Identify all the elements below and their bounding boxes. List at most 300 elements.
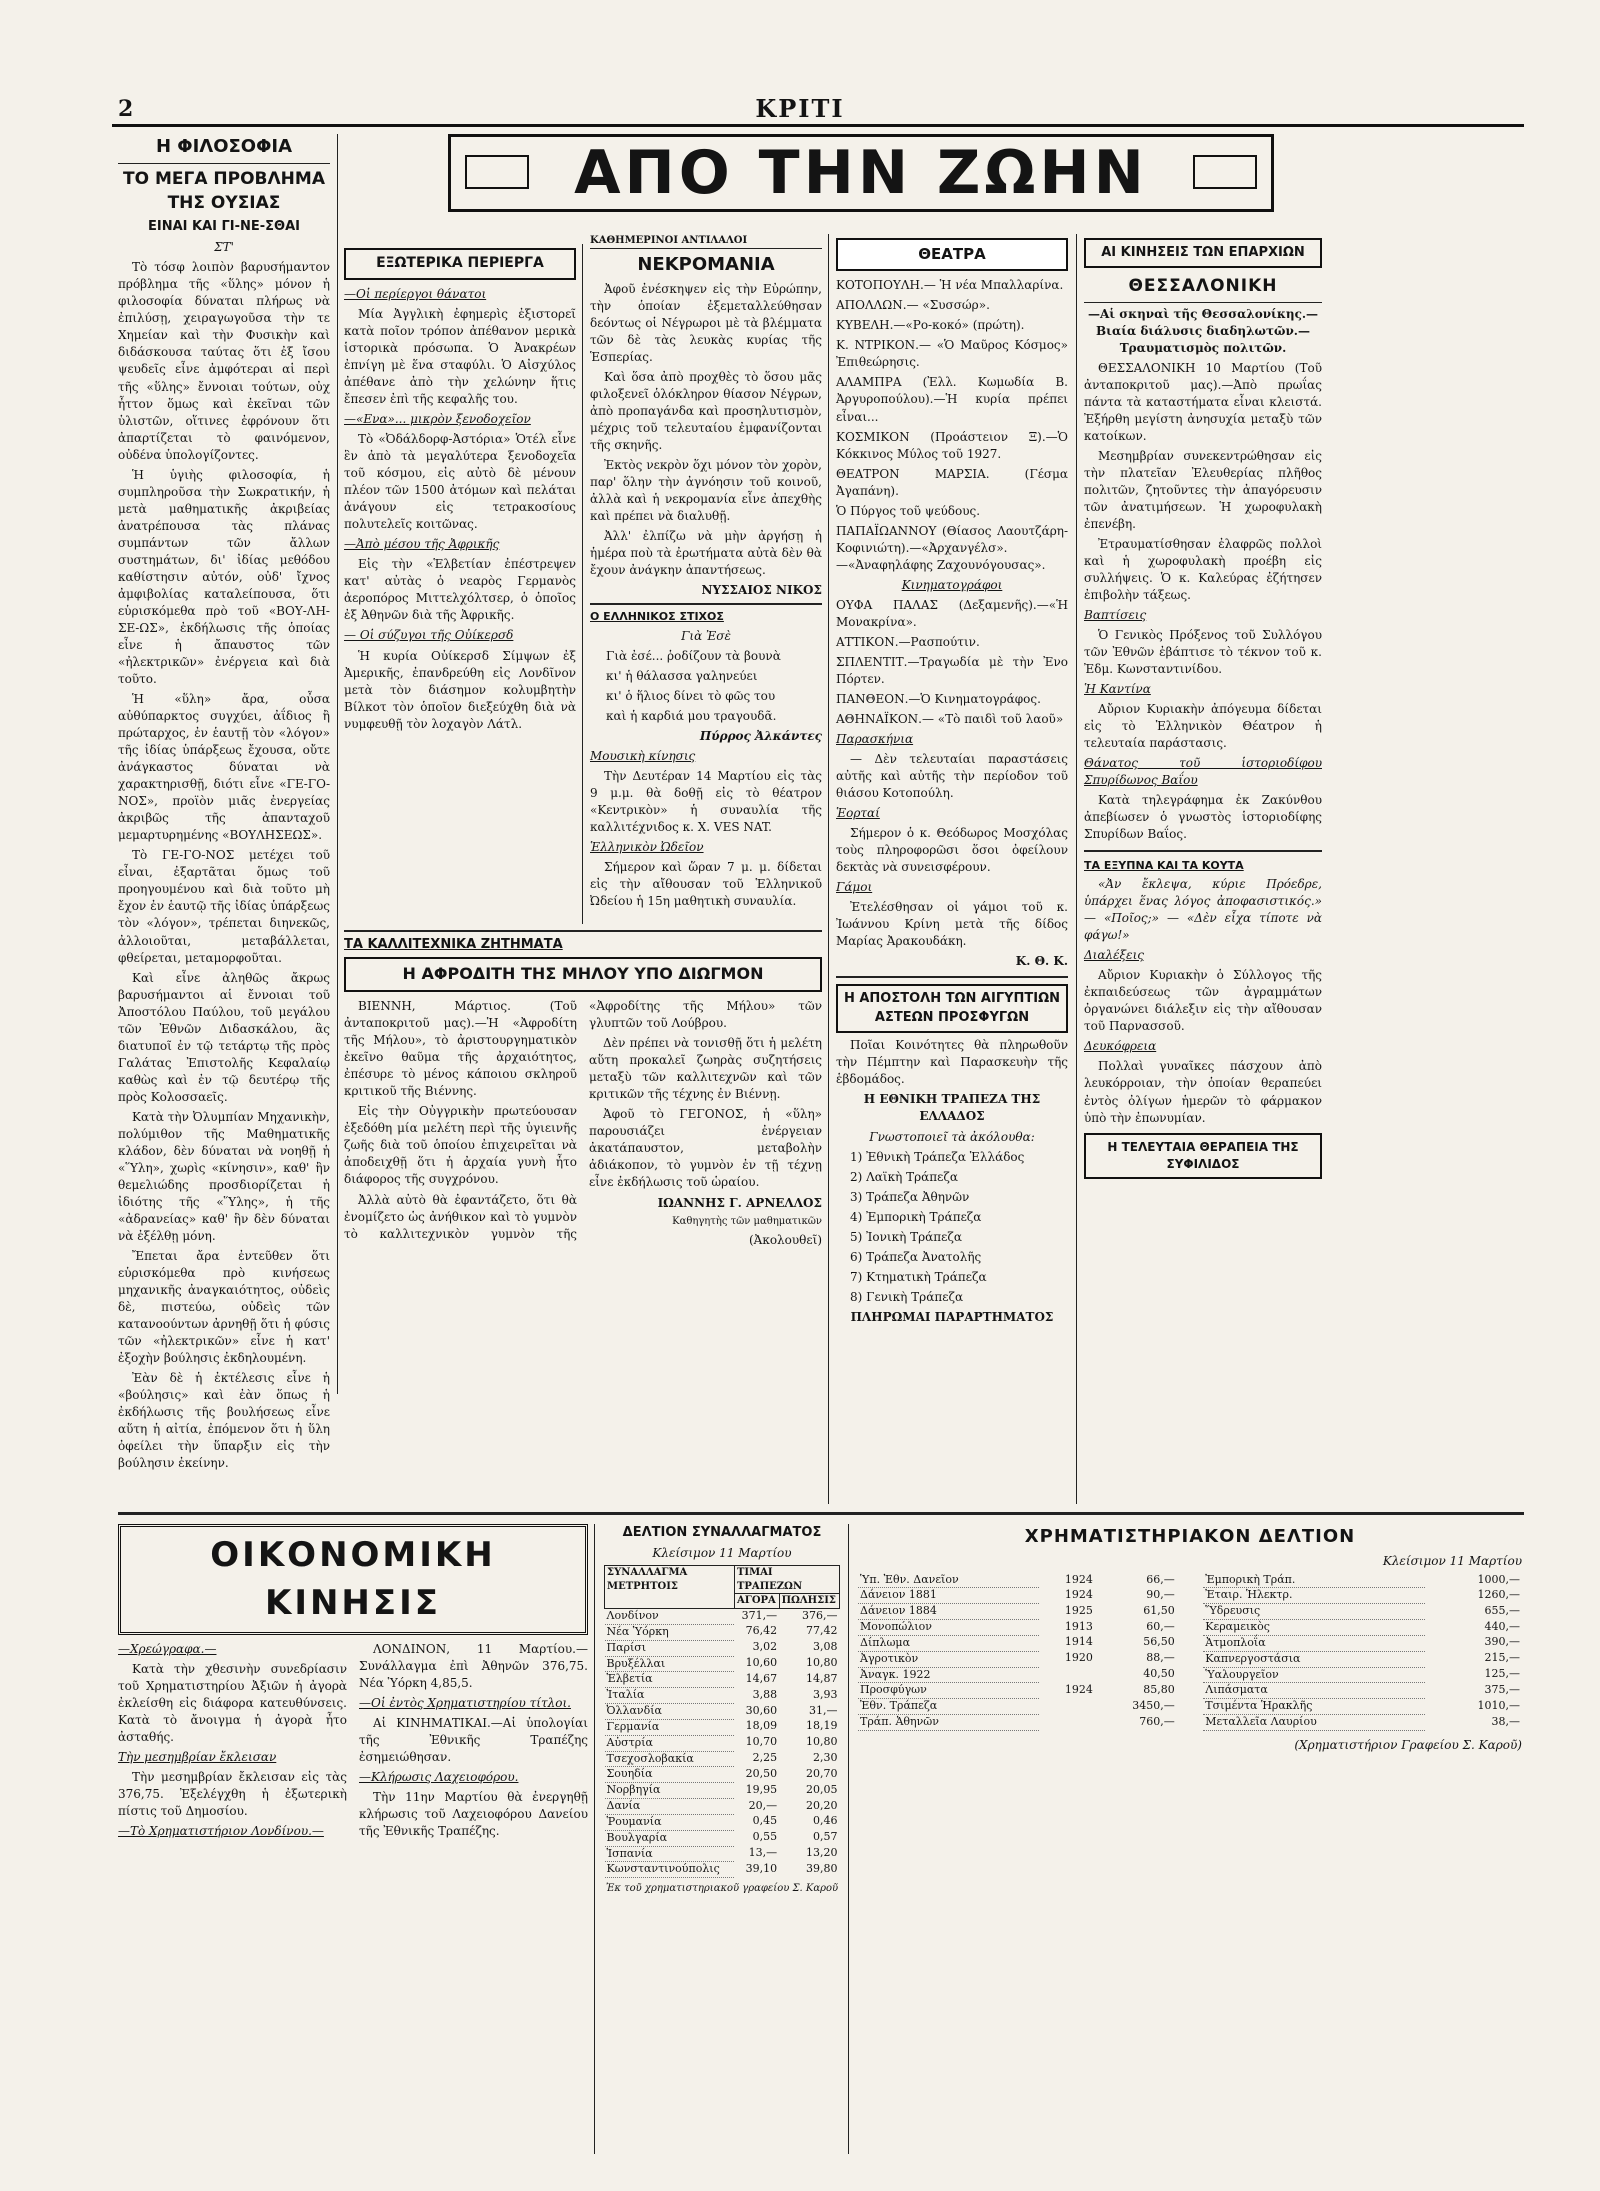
cell-label: Βουλγαρία	[605, 1830, 735, 1846]
table-row	[858, 1667, 1177, 1683]
necromancy-kicker: ΚΑΘΗΜΕΡΙΝΟΙ ΑΝΤΙΛΑΛΟΙ	[590, 234, 822, 249]
cell-value: 39,10	[745, 1861, 778, 1875]
cell-value: 13,—	[748, 1846, 778, 1860]
cell-value: 1920	[1064, 1651, 1093, 1665]
poetry-title: Ο ΕΛΛΗΝΙΚΟΣ ΣΤΙΧΟΣ	[590, 610, 724, 624]
cell-label: Νέα Ὑόρκη	[605, 1624, 735, 1640]
bottom-section-rule	[118, 1512, 1524, 1515]
listing: ΑΤΤΙΚΟΝ.—Ρασπούτιν.	[836, 634, 980, 649]
column-rule	[582, 244, 583, 924]
exchange-title: ΔΕΛΤΙΟΝ ΣΥΝΑΛΛΑΓΜΑΤΟΣ	[622, 1525, 822, 1540]
paragraph: ΛΟΝΔΙΝΟΝ, 11 Μαρτίου.—Συνάλλαγμα ἐπὶ Ἀθηνῶν 376,75. Νέα Ὑόρκη 4,85,5.	[359, 1641, 588, 1690]
paragraph: Εἰς τὴν «Ἑλβετίαν ἐπέστρεψεν κατ' αὐτὰς ὁ νεαρὸς Γερμανὸς ἀεροπόρος Μιττελχόλτσερ, ὁ ὁποῖος ἐξ Ἀθηνῶν διὰ τῆς Ἀφρικῆς.	[344, 557, 576, 623]
cell-label: Ἱσπανία	[605, 1846, 735, 1862]
cell-label: Γερμανία	[605, 1719, 735, 1735]
cell-label: Δάνειον 1881	[858, 1588, 1039, 1604]
table-row	[858, 1651, 1177, 1667]
initials: Κ. Θ. Κ.	[1015, 954, 1068, 969]
paragraph: Τὴν 11ην Μαρτίου θὰ ἐνεργηθῇ κλήρωσις τοῦ Λαχειοφόρου Δανείου τῆς Ἐθνικῆς Τραπέζης.	[359, 1789, 588, 1838]
paragraph: Τὸ τόσφ λοιπὸν βαρυσήμαντον πρόβλημα τῆς «ὕλης» μόνον ἡ φιλοσοφία δύναται πλήρως νὰ ἐπιλύσῃ, χειραγωγοῦσα τὴν τε Χημείαν καὶ τὴν Φυσικὴν καὶ διδάσκουσα ταύτας ὅτι ἐξ ἴσου ψευδεῖς εἶνε ἀμφότεραι αἱ περὶ τῆς «ὕλης» ἔννοιαι τούτων, οὐχ ἦττον ὅμως καὶ ἐκεῖναι τῶν ὑλιστῶν, οἵτινες ἐφρόνουν ὅτι ἀπαρτίζεται τὸ φαινόμενον, οὐδένα ὑπολογίζοντες.	[118, 260, 330, 462]
table-row	[605, 1846, 840, 1862]
paragraph: Αὔριον Κυριακὴν ἀπόγευμα δίδεται εἰς τὸ Ἑλληνικὸν Θέατρον ἡ τελευταία παράστασις.	[1084, 702, 1322, 751]
newspaper-title: ΚΡΙΤΙ	[755, 94, 845, 123]
paragraph: Μεσημβρίαν συνεκεντρώθησαν εἰς τὴν πλατεῖαν Ἐλευθερίας πλῆθος πολιτῶν, ζητοῦντες τὴν ἀπαγόρευσιν τῶν ἀνατιμήσεων. Ἡ χωροφυλακὴ ἐπενέβη.	[1084, 448, 1322, 531]
cell-label: Αὐστρία	[605, 1735, 735, 1751]
cell-value: 3,08	[813, 1640, 838, 1654]
table-row	[605, 1830, 840, 1846]
paragraph: Μία Ἀγγλικὴ ἐφημερὶς ἐξιστορεῖ κατὰ ποῖον τρόπον ἀπέθανον μερικὰ ἱστορικὰ πρόσωπα. Ὁ Ἀνακρέων ἐπνίγη μὲ ἕνα σταφύλι. Ὁ Αἰσχύλος ἀπέθανε ἀπὸ τὴν χελώνην ἥτις ἔπεσεν ἐπὶ τῆς κεφαλῆς του.	[344, 306, 576, 407]
cell-value: 77,42	[806, 1624, 838, 1638]
paraskinia-heading: Παρασκήνια	[836, 732, 914, 747]
exchange-note: Ἐκ τοῦ χρηματιστηριακοῦ γραφείου Σ. Καροῦ	[605, 1883, 839, 1895]
cell-label: Νορβηγία	[605, 1783, 735, 1799]
diales-heading: Διαλέξεις	[1084, 948, 1144, 963]
divider	[836, 976, 1068, 978]
gamoi-heading: Γάμοι	[836, 880, 873, 895]
paragraph: — Δὲν τελευταίαι παραστάσεις αὐτῆς καὶ αὐτῆς τὴν περίοδον τοῦ θιάσου Κοτοπούλη.	[836, 752, 1068, 801]
list-item: 5) Ἰονικὴ Τράπεζα	[850, 1229, 962, 1244]
cell-value: 440,—	[1484, 1619, 1520, 1633]
paragraph: Εἰς τὴν Οὐγγρικὴν πρωτεύουσαν ἐξεδόθη μία μελέτη περὶ τῆς ὑγιεινῆς ζωῆς διὰ τοῦ ὁποίου ἐπιχειρεῖται νὰ ἀποδειχθῇ ὅτι ἡ ἀρχαία γυνὴ ἦτο διάφορος τῆς συγχρόνου.	[344, 1104, 577, 1187]
cell-value: 371,—	[741, 1608, 778, 1622]
art-article	[344, 936, 822, 1396]
poet: Πύρρος Ἀλκάντες	[699, 729, 822, 744]
item-heading: — Οἱ σύζυγοι τῆς Οὐίκερσδ	[344, 628, 514, 643]
stock-rows	[1203, 1573, 1522, 1731]
cell-value	[1425, 1699, 1433, 1715]
table-row	[858, 1635, 1177, 1651]
cell-value: 10,80	[806, 1735, 838, 1749]
cell-label: Ἀτμοπλοΐα	[1203, 1635, 1425, 1651]
cell-label: Κωνσταντινούπολις	[605, 1862, 735, 1878]
column-rule	[828, 234, 829, 1504]
paragraph: Τὴν μεσημβρίαν ἔκλεισαν εἰς τὰς 376,75. Ἐξελέγχθη ἡ ἐξωτερικὴ πίστις τοῦ Δημοσίου.	[118, 1769, 347, 1818]
cell-label: Λιπάσματα	[1203, 1683, 1425, 1699]
item-heading: —Οἱ ἐντὸς Χρηματιστηρίου τίτλοι.	[359, 1695, 571, 1710]
stock-note: (Χρηματιστήριον Γραφείου Σ. Καροῦ)	[1294, 1738, 1522, 1753]
stock-bulletin	[858, 1524, 1522, 2154]
table-row	[858, 1620, 1177, 1636]
theatres-title: ΘΕΑΤΡΑ	[836, 238, 1068, 271]
cell-value: 20,50	[745, 1766, 778, 1780]
paragraph: Ἡ κυρία Οὐίκερσδ Σίμψων ἐξ Ἀμερικῆς, ἐπανδρεύθη εἰς Λονδῖνον μετὰ τὸν διάσημον κολυμβητὴν Βίλκοτ τὸν ὁποῖον διεξεύχθη διὰ νὰ νυμφευθῇ τὸν λοχαγὸν Λάτλ.	[344, 648, 576, 731]
paragraph: Κατὰ τὴν Ὀλυμπίαν Μηχανικὴν, πολύμιθον τῆς Μαθηματικῆς κλάδον, δὲν δύναται νὰ νοηθῇ ἡ «Ὕλη», χωρὶς «κίνησιν», καθ' ἣν θεμελιώδης προσδιορίζεται ἡ ἰδιότης τῆς «Ὕλης», ἡ τῆς «ἀδρανείας» καθ' ἣν δὲν δύναται νὰ ἐξέλθῃ μόνη.	[118, 1109, 330, 1244]
cell-value: 14,67	[745, 1671, 778, 1685]
paragraph: Ἀφοῦ ἐνέσκηψεν εἰς τὴν Εὐρώπην, τὴν ὁποίαν ἐξεμεταλλεύθησαν δεόντως οἱ Νέγρωροι μὲ τὰ βλέμματα τῶν δὲ τὰς λευκὰς κυρίας τῆς Ἑσπερίας.	[590, 281, 822, 364]
cell-value: 2,25	[752, 1751, 778, 1765]
poem-line: κι' ὁ ἥλιος δίνει τὸ φῶς του	[606, 689, 776, 703]
cell-label: Ἀναγκ. 1922	[858, 1667, 1039, 1683]
cell-value: 215,—	[1484, 1651, 1520, 1665]
item-heading: —Κλήρωσις Λαχειοφόρου.	[359, 1769, 519, 1784]
author: ΝΥΣΣΑΙΟΣ ΝΙΚΟΣ	[701, 583, 822, 598]
list-item: 1) Ἐθνικὴ Τράπεζα Ἑλλάδος	[850, 1149, 1025, 1164]
column-rule	[594, 1524, 595, 2154]
cell-value: 390,—	[1484, 1635, 1520, 1649]
page-number: 2	[118, 96, 134, 122]
syphilis-title: Η ΤΕΛΕΥΤΑΙΑ ΘΕΡΑΠΕΙΑ ΤΗΣ ΣΥΦΙΛΙΔΟΣ	[1084, 1133, 1322, 1179]
table-row	[1203, 1715, 1522, 1731]
paragraph: Ἀφοῦ τὸ ΓΕΓΟΝΟΣ, ἡ «ὕλη» παρουσιάζει ἐνέργειαν ἀκατάπαυστον, μεταβολὴν ἀδιάκοπον, τὸ γυμνὸν ἐν τῇ τέχνῃ εἶνε ἐκδήλωσις τοῦ ὡραίου.	[589, 1107, 822, 1190]
cell-value: 14,87	[806, 1671, 838, 1685]
cell-value: 20,20	[806, 1798, 838, 1812]
table-row	[605, 1799, 840, 1815]
stock-table-left	[858, 1573, 1177, 1731]
cell-label: Μονοπώλιον	[858, 1620, 1039, 1636]
cell-value: 125,—	[1484, 1667, 1520, 1681]
cell-value: 1924	[1064, 1682, 1093, 1696]
paragraph: Ἀλλὰ αὐτὸ θὰ ἐφαντάζετο, ὅτι θὰ ἐνομίζετο ὡς ἀνήθικον καὶ τὸ γυμνὸν τὸ καλλιτεχνικὸν γυμνὸν τῆς «Ἀφροδίτης τῆς Μήλου» τῶν γλυπτῶν τοῦ Λούβρου.	[344, 999, 822, 1241]
author-role: Καθηγητὴς τῶν μαθηματικῶν	[672, 1215, 822, 1227]
stock-table-right	[1203, 1573, 1522, 1731]
cell-value: 18,09	[745, 1719, 778, 1733]
list-item: 6) Τράπεζα Ἀνατολῆς	[850, 1249, 982, 1264]
listing: ΣΠΛΕΝΤΙΤ.—Τραγωδία μὲ τὴν Ἐνο Πόρτεν.	[836, 654, 1068, 686]
paragraph: Ὁ Γενικὸς Πρόξενος τοῦ Συλλόγου τῶν Ἐθνῶν ἐβάπτισε τὸ τέκνον τοῦ κ. Ἐδμ. Κωνσταντινίδου.	[1084, 628, 1322, 677]
table-row	[1203, 1573, 1522, 1588]
item-heading: Τὴν μεσημβρίαν ἔκλεισαν	[118, 1749, 277, 1764]
day-heading: Δευκόφρεια	[1084, 1039, 1157, 1054]
cell-label: Καπνεργοστάσια	[1203, 1651, 1425, 1667]
cell-label: Σουηδία	[605, 1767, 735, 1783]
cell-value	[1425, 1588, 1433, 1604]
cell-value: 38,—	[1491, 1714, 1520, 1728]
divider	[118, 163, 330, 164]
cell-value: 1913	[1064, 1619, 1093, 1633]
cell-value: 0,55	[752, 1830, 778, 1844]
paid-title: ΠΛΗΡΩΜΑΙ ΠΑΡΑΡΤΗΜΑΤΟΣ	[850, 1309, 1054, 1324]
paragraph: Αὔριον Κυριακὴν ὁ Σύλλογος τῆς ἐκπαιδεύσεως τῶν ἀγραμμάτων ὀργανώνει διάλεξιν εἰς τὴν αἴθουσαν τοῦ Παρνασσοῦ.	[1084, 968, 1322, 1034]
col-currency: ΣΥΝΑΛΛΑΓΜΑ ΜΕΤΡΗΤΟΙΣ	[605, 1566, 735, 1609]
cell-value	[1425, 1651, 1433, 1667]
column-rule	[337, 134, 338, 1394]
odeon-heading: Ἑλληνικὸν Ὠδεῖον	[590, 840, 704, 855]
cell-value	[1039, 1667, 1095, 1683]
cell-value: 0,46	[813, 1814, 838, 1828]
cell-value	[1425, 1635, 1433, 1651]
cell-label: Προσφύγων	[858, 1683, 1039, 1699]
cell-value	[1425, 1715, 1433, 1731]
header-rule	[112, 124, 1524, 127]
col-buy: ΑΓΟΡΑ	[734, 1594, 779, 1609]
cell-value: 1010,—	[1477, 1698, 1520, 1712]
philosophy-subtitle: ΕΙΝΑΙ ΚΑΙ ΓΙ-ΝΕ-ΣΘΑΙ	[147, 218, 301, 234]
cell-value: 31,—	[809, 1703, 838, 1717]
exhibition-title: Η ΑΠΟΣΤΟΛΗ ΤΩΝ ΑΙΓΥΠΤΙΩΝ ΑΣΤΕΩΝ ΠΡΟΣΦΥΓΩΝ	[836, 984, 1068, 1033]
curiosities-title: ΕΞΩΤΕΡΙΚΑ ΠΕΡΙΕΡΓΑ	[344, 248, 576, 280]
outdoor-title: ΤΑ ΕΞΥΠΝΑ ΚΑΙ ΤΑ ΚΟΥΤΑ	[1084, 858, 1244, 872]
paragraph: Αἱ ΚΙΝΗΜΑΤΙΚΑΙ.—Αἱ ὑπολογίαι τῆς Ἐθνικῆς Τραπέζης ἐσημειώθησαν.	[359, 1715, 588, 1764]
banner-title: ΑΠΟ ΤΗΝ ΖΩΗΝ	[574, 138, 1148, 208]
cell-value	[1425, 1620, 1433, 1636]
cell-value: 19,95	[745, 1782, 778, 1796]
cell-value: 10,60	[745, 1656, 778, 1670]
cell-value	[1425, 1667, 1433, 1683]
cinema-heading: Κινηματογράφοι	[901, 577, 1003, 592]
cell-value: 40,50	[1143, 1667, 1175, 1681]
paragraph: Καὶ ὅσα ἀπὸ προχθὲς τὸ ὅσου μᾶς φιλοξενεῖ ὁλόκληρον θίασον Νέγρων, ἀπὸ προπαγάνδα καὶ προσηλυτισμὸν, μέχρις τοῦ τελευταίου ἐμφανίζονται τῆς σκηνῆς.	[590, 369, 822, 453]
exchange-rows	[605, 1608, 840, 1877]
paragraph: Ἐτελέσθησαν οἱ γάμοι τοῦ κ. Ἰωάννου Κρίνη μετὰ τῆς δίδος Μαρίας Ἀρακουδάκη.	[836, 900, 1068, 949]
table-row	[858, 1573, 1177, 1588]
table-row	[605, 1704, 840, 1720]
column-rule	[1076, 234, 1077, 1504]
listing: ΑΠΟΛΛΩΝ.— «Συσσώρ».	[836, 298, 990, 313]
cell-value: 3,88	[752, 1687, 778, 1701]
art-kicker: ΤΑ ΚΑΛΛΙΤΕΧΝΙΚΑ ΖΗΤΗΜΑΤΑ	[344, 937, 563, 952]
col-sell: ΠΩΛΗΣΙΣ	[779, 1594, 839, 1609]
cell-label: Δίπλωμα	[858, 1635, 1039, 1651]
paragraph: Τὸ ΓΕ-ΓΟ-ΝΟΣ μετέχει τοῦ εἶναι, ἐξαρτᾶται ὅμως τοῦ προηγουμένου καὶ διὰ τοῦτο μὴ ἔχον ἐν ἑαυτῷ τῆς ἰδίας ὑπάρξεως τὸν «λόγον», τρέπεται διηνεκῶς, ἀλλοιοῦται, μεταβάλλεται, φθείρεται, μεταμορφοῦται.	[118, 848, 330, 965]
cell-value: 66,—	[1146, 1572, 1175, 1586]
table-row	[605, 1688, 840, 1704]
paragraph: ΒΙΕΝΝΗ, Μάρτιος. (Τοῦ ἀνταποκριτοῦ μας).—Ἡ «Ἀφροδίτη τῆς Μήλου», τὸ ἀριστουργηματικὸν ἐκεῖνο θαῦμα τῆς ἀρχαιότητος, ἐπέσυρε τὸ μένος κάποιου σκληροῦ κριτικοῦ τῆς Βιέννης.	[344, 999, 577, 1099]
paragraph: Κατὰ τηλεγράφημα ἐκ Ζακύνθου ἀπεβίωσεν ὁ γνωστὸς ἱστοριοδίφης Σπυρίδων Βαΐος.	[1084, 793, 1322, 842]
cell-label: Ἰταλία	[605, 1688, 735, 1704]
necromancy-title: ΝΕΚΡΟΜΑΝΙΑ	[637, 254, 775, 276]
cell-label: Κεραμεικὸς	[1203, 1620, 1425, 1636]
art-title: Η ΑΦΡΟΔΙΤΗ ΤΗΣ ΜΗΛΟΥ ΥΠΟ ΔΙΩΓΜΟΝ	[344, 957, 822, 992]
stock-date: Κλείσιμον 11 Μαρτίου	[1382, 1553, 1522, 1568]
cell-value: 20,05	[806, 1782, 838, 1796]
paragraph: Ἐκτὸς νεκρὸν ὅχι μόνον τὸν χορὸν, παρ' ὅλην τὴν ἀγνόησιν τοῦ κοινοῦ, ἀλλὰ καὶ ἡ νεκρομανία εἶνε ἀπεχθὴς καὶ πρέπει νὰ διαλυθῇ.	[590, 458, 822, 524]
section-rule	[344, 930, 822, 932]
cell-value: 1000,—	[1477, 1572, 1520, 1586]
listing: Ὁ Πύργος τοῦ ψεύδους.	[836, 503, 981, 518]
paragraph: Ἡ ὑγιὴς φιλοσοφία, ἡ συμπληροῦσα τὴν Σωκρατικήν, ἡ μετὰ μαθηματικῆς ἀκριβείας ἀνατρέπουσα τὰς πλάνας συμπάντων τῶν ἄλλων συστημάτων, δι' ἰδίας μεθόδου καθίστησιν αὐτόν, οὐδ' ἴχνος ἀμφιβολίας καταλείπουσα, ὅτι εὑρισκόμεθα πρὸ τοῦ «ΒΟΥ-ΛΗ-ΣΕ-ΩΣ», ἐκδήλωσις τῆς ὁποίας εἶνε ἡ ἄπαυστος τῶν «ἠλεκτρικῶν» ἐνέργεια καὶ διὰ τοῦτο.	[118, 467, 330, 687]
listing: ΚΟΣΜΙΚΟΝ (Προάστειον Ξ).—Ὁ Κόκκινος Μύλος τοῦ 1927.	[836, 429, 1068, 461]
cell-value: 3,02	[752, 1640, 778, 1654]
cell-label: Ὑπ. Ἐθν. Δανεῖον	[858, 1573, 1039, 1588]
cell-value: 85,80	[1143, 1682, 1175, 1696]
cell-value: 375,—	[1484, 1682, 1520, 1696]
listing: ΑΛΑΜΠΡΑ (Ἐλλ. Κωμωδία Β. Ἀργυροπούλου).—Ἡ κυρία πρέπει εἶναι...	[836, 375, 1068, 424]
cell-value: 1914	[1064, 1635, 1093, 1649]
paragraph: Κατὰ τὴν χθεσινὴν συνεδρίασιν τοῦ Χρηματιστηρίου Ἀξιῶν ἡ ἀγορὰ ἐκλείσθη εἰς διάφορα κατευθύνσεις. Κατὰ τὸ ἄνοιγμα ἡ ἀγορὰ ἦτο ἀσταθής.	[118, 1661, 347, 1744]
author: ΙΩΑΝΝΗΣ Γ. ΑΡΝΕΛΛΟΣ	[657, 1195, 822, 1210]
table-row	[858, 1604, 1177, 1620]
listing: ΘΕΑΤΡΟΝ ΜΑΡΣΙΑ. (Γέσμα Ἀγαπάνη).	[836, 466, 1068, 498]
cell-value: 10,80	[806, 1656, 838, 1670]
provinces-title: ΑΙ ΚΙΝΗΣΕΙΣ ΤΩΝ ΕΠΑΡΧΙΩΝ	[1084, 238, 1322, 268]
paragraph: Σήμερον καὶ ὥραν 7 μ. μ. δίδεται εἰς τὴν αἴθουσαν τοῦ Ἑλληνικοῦ Ὠδείου ἡ 15η μαθητικὴ συναυλία.	[590, 860, 822, 909]
art-body	[344, 998, 822, 1249]
music-heading: Μουσικὴ κίνησις	[590, 749, 696, 764]
table-row	[605, 1814, 840, 1830]
table-row	[1203, 1683, 1522, 1699]
table-row	[605, 1640, 840, 1656]
paragraph: Ποῖαι Κοινότητες θὰ πληρωθοῦν τὴν Πέμπτην καὶ Παρασκευὴν τῆς ἑβδομάδος.	[836, 1038, 1068, 1087]
item-heading: —Χρεώγραφα.—	[118, 1641, 217, 1656]
eortai-heading: Ἑορταί	[836, 806, 880, 821]
bank-sub: Γνωστοποιεῖ τὰ ἀκόλουθα:	[869, 1129, 1035, 1144]
listing: ΚΥΒΕΛΗ.—«Ρο-κοκό» (πρώτη).	[836, 318, 1025, 333]
cell-value: 1925	[1064, 1603, 1093, 1617]
paragraph: Πολλαὶ γυναῖκες πάσχουν ἀπὸ λευκόρροιαν, τὴν ὁποίαν θεραπεύει ἐντὸς ὀλίγων ἡμερῶν τὸ φάρμακον ὑπὸ τὴν ἐπωνυμίαν.	[1084, 1059, 1322, 1125]
table-row	[605, 1751, 840, 1767]
listing: ΑΘΗΝΑΪΚΟΝ.— «Τὸ παιδὶ τοῦ λαοῦ»	[836, 712, 1064, 727]
cell-label: Ῥουμανία	[605, 1814, 735, 1830]
cell-value	[1425, 1604, 1433, 1620]
cell-label: Λονδίνον	[605, 1608, 735, 1624]
divider	[1084, 302, 1322, 303]
cell-label: Τράπ. Ἀθηνῶν	[858, 1715, 1039, 1731]
poem-title: Γιὰ Ἐσὲ	[681, 628, 731, 643]
cell-label: Μεταλλεῖα Λαυρίου	[1203, 1715, 1425, 1731]
item-heading: —«Ενα»... μικρὸν ξενοδοχεῖον	[344, 412, 531, 427]
list-item: 4) Ἐμπορικὴ Τράπεζα	[850, 1209, 982, 1224]
cell-value	[1039, 1699, 1095, 1715]
table-row	[605, 1735, 840, 1751]
table-row	[1203, 1667, 1522, 1683]
divider	[1084, 850, 1322, 852]
philosophy-article	[118, 134, 330, 1471]
exchange-date: Κλείσιμον 11 Μαρτίου	[652, 1546, 792, 1561]
cell-label: Ὑαλουργεῖον	[1203, 1667, 1425, 1683]
cell-label: Ἀγροτικὸν	[858, 1651, 1039, 1667]
cell-value: 10,70	[745, 1735, 778, 1749]
cell-value: 30,60	[745, 1703, 778, 1717]
poem-line: κι' ἡ θάλασσα γαληνεύει	[606, 668, 758, 683]
provinces-intro: —Αἱ σκηναὶ τῆς Θεσσαλονίκης.—Βιαία διάλυσις διαδηλωτῶν.—Τραυματισμὸς πολιτῶν.	[1087, 306, 1319, 355]
cell-value	[1425, 1683, 1433, 1699]
cell-value: 13,20	[806, 1846, 838, 1860]
cell-value: 56,50	[1143, 1635, 1175, 1649]
cell-value: 0,45	[752, 1814, 778, 1828]
cell-label: Ὀλλανδία	[605, 1704, 735, 1720]
table-row	[858, 1699, 1177, 1715]
cell-label: Τσεχοσλοβακία	[605, 1751, 735, 1767]
cell-value: 2,30	[813, 1751, 838, 1765]
cell-label: Δάνειον 1884	[858, 1604, 1039, 1620]
list-item: 7) Κτηματικὴ Τράπεζα	[850, 1269, 987, 1284]
paragraph: Τὸ «Ὀδάλδορφ-Ἀστόρια» Ὁτέλ εἶνε ἓν ἀπὸ τὰ μεγαλύτερα ξενοδοχεῖα τοῦ κόσμου, εἰς αὐτὸ δὲ μένουν πλέον τῶν 1500 ἀτόμων καὶ πελάται ἀνάγουν εἰς τετρακοσίους πολυτελεῖς κοιτῶνας.	[344, 432, 576, 532]
cell-value	[1425, 1573, 1433, 1588]
cell-value: 20,—	[748, 1798, 778, 1812]
table-row	[858, 1715, 1177, 1731]
death-heading: Θάνατος τοῦ ἱστοριοδίφου Σπυρίδωνος Βαΐου	[1084, 756, 1322, 788]
list-item: 3) Τράπεζα Ἀθηνῶν	[850, 1189, 970, 1204]
cell-value: 655,—	[1484, 1603, 1520, 1617]
table-row	[858, 1588, 1177, 1604]
cell-value: 760,—	[1139, 1714, 1175, 1728]
item-heading: —Τὸ Χρηματιστήριον Λονδίνου.—	[118, 1823, 324, 1838]
table-row	[605, 1862, 840, 1878]
cell-value: 20,70	[806, 1766, 838, 1780]
cell-value: 376,—	[802, 1608, 838, 1622]
poem-line: καὶ ἡ καρδιά μου τραγουδᾶ.	[606, 709, 777, 724]
list-item: 8) Γενικὴ Τράπεζα	[850, 1289, 964, 1304]
cell-value: 0,57	[813, 1830, 838, 1844]
cell-value: 1924	[1064, 1572, 1093, 1586]
cell-label: Ἐθν. Τράπεζα	[858, 1699, 1039, 1715]
paragraph: Δὲν πρέπει νὰ τονισθῇ ὅτι ἡ μελέτη αὕτη προκαλεῖ ζωηρὰς συζητήσεις μεταξὺ τῶν καλλιτεχνῶν καὶ τῶν κριτικῶν τῆς τέχνης ἐν Βιέννῃ.	[589, 1036, 822, 1102]
paragraph: Σήμερον ὁ κ. Θεόδωρος Μοσχόλας τοὺς πληροφορῶσι ὅσοι ὀφείλουν δεκτὰς νὰ συνεισφέρουν.	[836, 826, 1068, 875]
item-heading: —Ἀπὸ μέσου τῆς Ἀφρικῆς	[344, 537, 500, 552]
philosophy-title: ΤΟ ΜΕΓΑ ΠΡΟΒΛΗΜΑ ΤΗΣ ΟΥΣΙΑΣ	[123, 168, 325, 213]
table-row	[605, 1783, 840, 1799]
philosophy-part: ΣΤ'	[214, 240, 234, 255]
continued-note: (Ἀκολουθεῖ)	[748, 1232, 822, 1247]
cell-value: 90,—	[1146, 1587, 1175, 1601]
cell-value: 61,50	[1143, 1603, 1175, 1617]
philosophy-kicker: Η ΦΙΛΟΣΟΦΙΑ	[155, 136, 293, 157]
table-row	[605, 1624, 840, 1640]
paragraph: Ἔπεται ἄρα ἐντεῦθεν ὅτι εὑρισκόμεθα πρὸ κινήσεως μηχανικῆς ἀναγκαιότητος, οὐδεὶς δὲ, πιστεύω, οὐδεὶς τῶν κατανοούντων ἀρνηθῇ ὅτι ἡ φύσις τῶν «ἠλεκτρικῶν» εἶνε ἡ κατ' ἐξοχὴν βούλησις ἐκδηλουμένη.	[118, 1249, 330, 1366]
cell-label: Ἐταιρ. Ἡλεκτρ.	[1203, 1588, 1425, 1604]
cell-label: Τσιμέντα Ἡρακλῆς	[1203, 1699, 1425, 1715]
col-group: ΤΙΜΑΙ ΤΡΑΠΕΖΩΝ	[734, 1566, 839, 1594]
cell-label: Δανία	[605, 1799, 735, 1815]
paragraph: Ἀλλ' ἐλπίζω νὰ μὴν ἀργήσῃ ἡ ἡμέρα ποὺ τὰ ἐρωτήματα αὐτὰ δὲν θὰ ἔχουν ἀνάγκην ἀπαντήσεως.	[590, 529, 822, 578]
cell-label: Ἑλβετία	[605, 1672, 735, 1688]
stock-rows	[858, 1573, 1177, 1731]
table-row	[1203, 1635, 1522, 1651]
table-row	[605, 1608, 840, 1624]
paragraph: Ἐὰν δὲ ἡ ἐκτέλεσις εἶνε ἡ «βούλησις» καὶ ἐὰν ὅπως ἡ ἐκδήλωσις τῆς βουλήσεως εἶνε αὕτη ἡ αἰτία, ἐπόμενον ὅτι ἡ ὕλη ὀφείλει τὴν ὕπαρξιν εἰς τὴν βούλησιν ἐκείνην.	[118, 1371, 330, 1471]
paragraph: «Ἀν ἔκλεψα, κύριε Πρόεδρε, ὑπάρχει ἕνας λόγος ἀποφασιστικός.» — «Ποῖος;» — «Δὲν εἶχα τίποτε νὰ φάγω!»	[1084, 877, 1322, 943]
table-row	[1203, 1588, 1522, 1604]
table-row	[605, 1719, 840, 1735]
cell-value: 60,—	[1146, 1619, 1175, 1633]
cell-value: 1924	[1064, 1587, 1093, 1601]
cell-value: 76,42	[745, 1624, 778, 1638]
provinces-article	[1084, 234, 1322, 1504]
baptism-heading: Βαπτίσεις	[1084, 608, 1147, 623]
cell-label: Ἐμπορικὴ Τράπ.	[1203, 1573, 1425, 1588]
cell-value: 3450,—	[1132, 1698, 1175, 1712]
economy-body	[118, 1641, 588, 1843]
cell-label: Ὕδρευσις	[1203, 1604, 1425, 1620]
table-row	[858, 1683, 1177, 1699]
listing: ΟΥΦΑ ΠΑΛΑΣ (Δεξαμενῆς).—«Ἡ Μονακρίνα».	[836, 597, 1068, 629]
stock-title: ΧΡΗΜΑΤΙΣΤΗΡΙΑΚΟΝ ΔΕΛΤΙΟΝ	[1024, 1526, 1356, 1547]
bank-title: Η ΕΘΝΙΚΗ ΤΡΑΠΕΖΑ ΤΗΣ ΕΛΛΑΔΟΣ	[863, 1092, 1041, 1124]
table-row	[605, 1767, 840, 1783]
cell-value: 39,80	[806, 1861, 838, 1875]
poem-line: Γιὰ ἐσέ... ῥοδίζουν τὰ βουνὰ	[606, 648, 781, 663]
paragraph: Ἡ «ὕλη» ἄρα, οὖσα αὐθύπαρκτος συγχύει, ἀΐδιος ἢ πρώταρχος, ἐν ἑαυτῇ τὸν «λόγον» τῆς ἰδίας ὑπάρξεως ἔχουσα, οὔτε ἀνάγκαστος δύναται νὰ χαρακτηρισθῇ, διότι εἶνε «ΓΕ-ΓΟ-ΝΟΣ», προϊὸν μιᾶς ἐνεργείας ἀκριβῶς τῆς ἀπανταχοῦ μεμαρτυρημένης «ΒΟΥΛΗΣΕΩΣ».	[118, 692, 330, 843]
cell-value: 88,—	[1146, 1651, 1175, 1665]
cell-value: 18,19	[806, 1719, 838, 1733]
column-rule	[848, 1524, 849, 2154]
economy-article	[118, 1524, 588, 2154]
cell-value	[1039, 1715, 1095, 1731]
item-heading: —Οἱ περίεργοι θάνατοι	[344, 286, 487, 301]
necromancy-article	[590, 234, 822, 924]
cell-value: 3,93	[813, 1687, 838, 1701]
economy-title: ΟΙΚΟΝΟΜΙΚΗ ΚΙΝΗΣΙΣ	[118, 1524, 588, 1635]
section-banner	[448, 134, 1274, 212]
paragraph: Καὶ εἶνε ἀληθῶς ἄκρως βαρυσήμαντοι αἱ ἔννοιαι τοῦ Ἀποστόλου Παύλου, τοῦ μεγάλου τῶν Ἐθνῶν Διδασκάλου, ἃς διατυποῖ ἐν τῷ τετάρτῳ τῆς πρὸς Γαλάτας Ἐπιστολῆς Κεφαλαίῳ καθὼς καὶ ἐν τῷ δευτέρῳ τῆς πρὸς Κολοσσαεῖς.	[118, 970, 330, 1104]
exchange-table	[604, 1565, 840, 1878]
listing: ΠΑΝΘΕΟΝ.—Ὁ Κινηματογράφος.	[836, 691, 1041, 706]
cell-value: 1260,—	[1477, 1587, 1520, 1601]
paragraph: Τὴν Δευτέραν 14 Μαρτίου εἰς τὰς 9 μ.μ. θὰ δοθῇ εἰς τὸ θέατρον «Κεντρικὸν» ἡ συναυλία τῆς καλλιτέχνιδος κ. Χ. VES NAT.	[590, 769, 822, 835]
listing: ΚΟΤΟΠΟΥΛΗ.— Ἡ νέα Μπαλλαρίνα.	[836, 278, 1064, 293]
listing: ΠΑΠΑΪΩΑΝΝΟΥ (Θίασος Λαουτζάρη-Κοφινιώτη).—«Ἀρχανγέλσ».—«Ἀναφηλάφης Ζαχουνόγουσας».	[836, 523, 1068, 572]
table-row	[605, 1672, 840, 1688]
listing: Κ. ΝΤΡΙΚΟΝ.— «Ὁ Μαῦρος Κόσμος» Ἐπιθεώρησις.	[836, 338, 1068, 370]
curiosities-article	[344, 244, 576, 924]
provinces-city: ΘΕΣΣΑΛΟΝΙΚΗ	[1128, 276, 1278, 297]
paragraph: Ἐτραυματίσθησαν ἐλαφρῶς πολλοὶ καὶ ἡ χωροφυλακὴ προέβη εἰς συλλήψεις. Ὁ κ. Καλεύρας ἐζήτησεν ἐπιβολὴν τάξεως.	[1084, 536, 1322, 603]
divider	[590, 603, 822, 605]
table-row	[1203, 1651, 1522, 1667]
paragraph: ΘΕΣΣΑΛΟΝΙΚΗ 10 Μαρτίου (Τοῦ ἀνταποκριτοῦ μας).—Ἀπὸ πρωΐας πάντα τὰ καταστήματα εἶναι κλειστά. Ἐξήρθη μεγίστη ἀνησυχία μεταξὺ τῶν κατοίκων.	[1084, 360, 1322, 443]
kantina-heading: Ἡ Καντίνα	[1084, 682, 1151, 697]
cell-label: Παρίσι	[605, 1640, 735, 1656]
